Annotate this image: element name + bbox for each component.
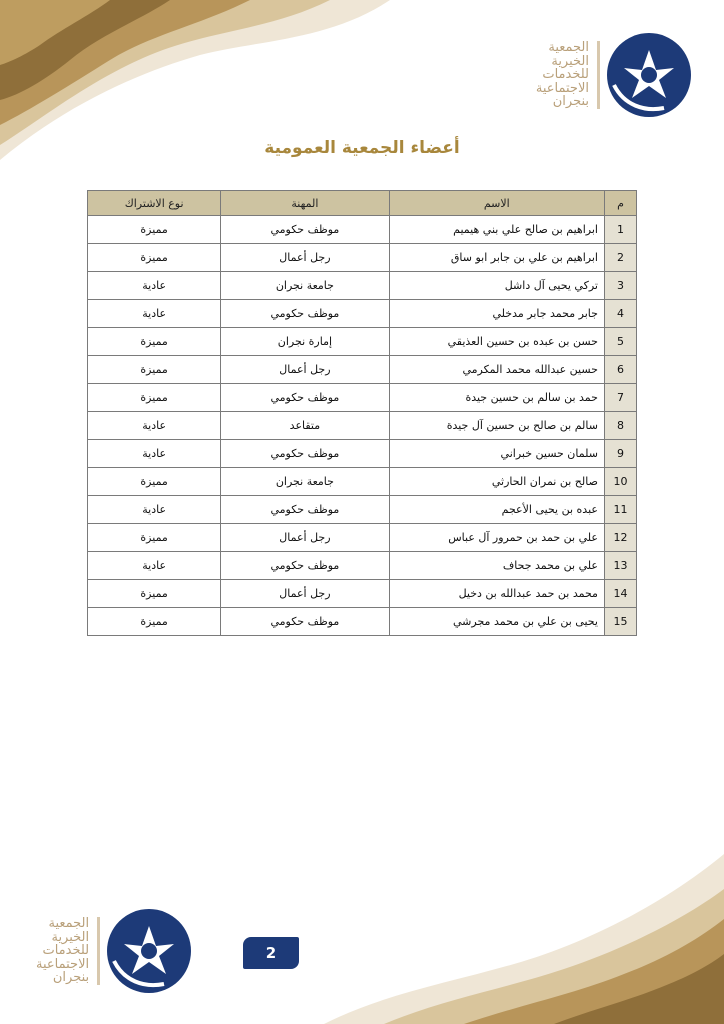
membership-type: مميزة [88, 244, 221, 272]
member-name: تركي يحيى آل داشل [389, 272, 604, 300]
logo-line: للخدمات [542, 67, 589, 83]
member-name: ابراهيم بن صالح علي بني هيميم [389, 216, 604, 244]
table-row [88, 356, 637, 384]
row-number: 3 [604, 272, 636, 300]
table-row [88, 608, 637, 636]
member-name: جابر محمد جابر مدخلي [389, 300, 604, 328]
logo-line: الجمعية [48, 915, 90, 931]
table-row [88, 524, 637, 552]
membership-type: مميزة [88, 356, 221, 384]
table-row [88, 496, 637, 524]
footer-logo [36, 906, 194, 996]
member-job: موظف حكومي [221, 496, 389, 524]
row-number: 9 [604, 440, 636, 468]
row-number: 5 [604, 328, 636, 356]
logo-line: الاجتماعية [36, 956, 90, 972]
page-title: أعضاء الجمعية العمومية [264, 138, 460, 158]
table-row [88, 216, 637, 244]
member-name: سالم بن صالح بن حسين آل جيدة [389, 412, 604, 440]
membership-type: عادية [88, 272, 221, 300]
logo-line: الجمعية [548, 39, 589, 55]
logo-line: الاجتماعية [535, 80, 589, 96]
row-number: 4 [604, 300, 636, 328]
row-number: 10 [604, 468, 636, 496]
membership-type: مميزة [88, 328, 221, 356]
row-number: 1 [604, 216, 636, 244]
member-name: علي بن محمد جحاف [389, 552, 604, 580]
table-row [88, 412, 637, 440]
column-header-membership-type: نوع الاشتراك [88, 191, 221, 216]
member-job: موظف حكومي [221, 384, 389, 412]
member-job: رجل أعمال [221, 580, 389, 608]
member-job: موظف حكومي [221, 216, 389, 244]
membership-type: مميزة [88, 468, 221, 496]
header-logo [536, 30, 694, 120]
member-job: موظف حكومي [221, 608, 389, 636]
column-header-number: م [604, 191, 636, 216]
column-header-name: الاسم [389, 191, 604, 216]
membership-type: عادية [88, 496, 221, 524]
logo-line: الخيرية [551, 53, 589, 69]
logo-emblem-icon [604, 30, 694, 120]
member-name: حسين عبدالله محمد المكرمي [389, 356, 604, 384]
membership-type: مميزة [88, 608, 221, 636]
table-row [88, 384, 637, 412]
member-job: موظف حكومي [221, 552, 389, 580]
table-row [88, 328, 637, 356]
member-name: ابراهيم بن علي بن جابر ابو ساق [389, 244, 604, 272]
membership-type: عادية [88, 412, 221, 440]
membership-type: مميزة [88, 384, 221, 412]
membership-type: مميزة [88, 216, 221, 244]
logo-line: بنجران [552, 94, 589, 110]
member-job: جامعة نجران [221, 468, 389, 496]
column-header-job: المهنة [221, 191, 389, 216]
row-number: 11 [604, 496, 636, 524]
member-name: سلمان حسين خبراني [389, 440, 604, 468]
bottom-wave-decoration [324, 794, 724, 1024]
row-number: 7 [604, 384, 636, 412]
membership-type: عادية [88, 440, 221, 468]
logo-wordmark [36, 917, 100, 985]
row-number: 15 [604, 608, 636, 636]
membership-type: عادية [88, 552, 221, 580]
row-number: 6 [604, 356, 636, 384]
table-row [88, 244, 637, 272]
membership-type: مميزة [88, 580, 221, 608]
member-job: رجل أعمال [221, 356, 389, 384]
page-number-badge: 2 [243, 937, 299, 969]
members-table [87, 190, 637, 636]
member-name: علي بن حمد بن حمرور آل عباس [389, 524, 604, 552]
logo-wordmark [536, 41, 600, 109]
member-job: رجل أعمال [221, 524, 389, 552]
row-number: 13 [604, 552, 636, 580]
table-row [88, 580, 637, 608]
membership-type: مميزة [88, 524, 221, 552]
member-name: يحيى بن علي بن محمد مجرشي [389, 608, 604, 636]
member-name: صالح بن نمران الحارثي [389, 468, 604, 496]
row-number: 8 [604, 412, 636, 440]
logo-line: للخدمات [42, 943, 90, 959]
member-job: موظف حكومي [221, 440, 389, 468]
table-row [88, 552, 637, 580]
member-job: جامعة نجران [221, 272, 389, 300]
member-name: محمد بن حمد عبدالله بن دخيل [389, 580, 604, 608]
member-name: عبده بن يحيى الأعجم [389, 496, 604, 524]
member-job: متقاعد [221, 412, 389, 440]
member-job: موظف حكومي [221, 300, 389, 328]
logo-emblem-icon [104, 906, 194, 996]
table-header-row [88, 191, 637, 216]
table-row [88, 468, 637, 496]
row-number: 14 [604, 580, 636, 608]
table-row [88, 300, 637, 328]
row-number: 2 [604, 244, 636, 272]
member-name: حمد بن سالم بن حسين جيدة [389, 384, 604, 412]
membership-type: عادية [88, 300, 221, 328]
table-row [88, 440, 637, 468]
table-row [88, 272, 637, 300]
member-job: إمارة نجران [221, 328, 389, 356]
logo-line: الخيرية [51, 929, 90, 945]
row-number: 12 [604, 524, 636, 552]
member-name: حسن بن عبده بن حسين العذيقي [389, 328, 604, 356]
member-job: رجل أعمال [221, 244, 389, 272]
logo-line: بنجران [52, 970, 90, 986]
